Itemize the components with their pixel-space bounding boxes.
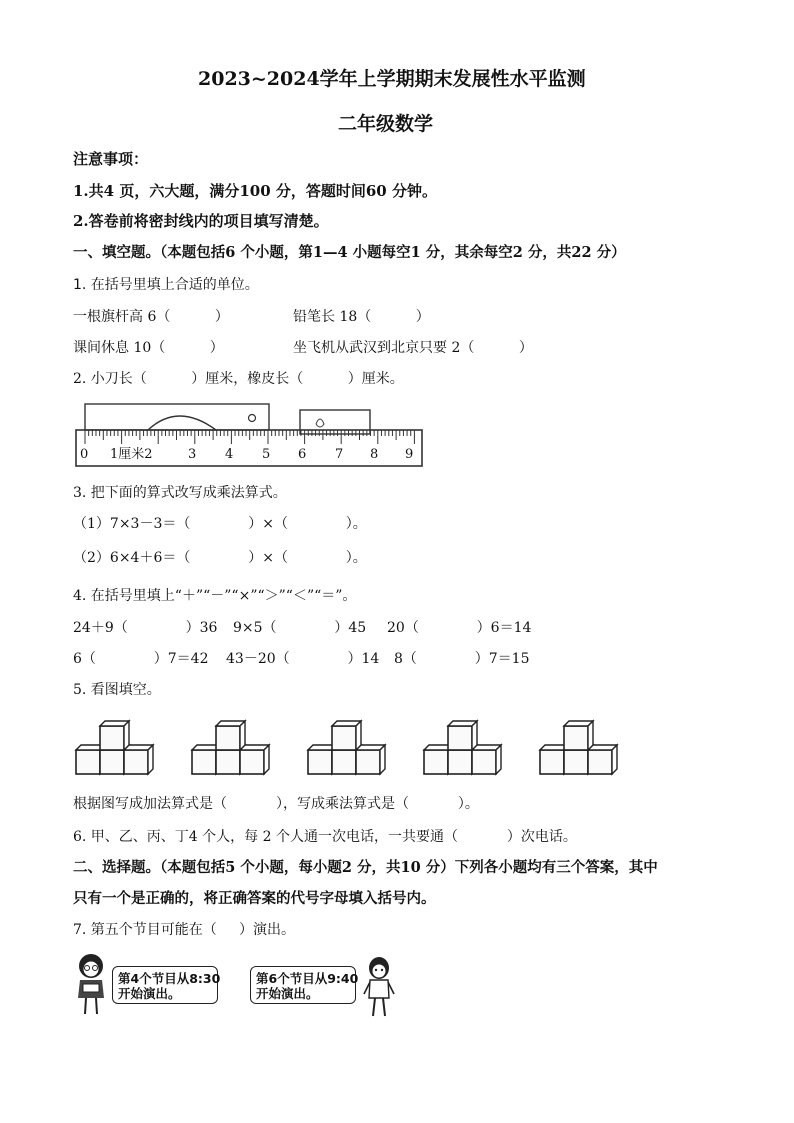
ruler-label-3: 3 (188, 447, 197, 462)
page-subtitle: 二年级数学 (338, 113, 434, 135)
q6-stem: 6. 甲、乙、丙、丁4 个人，每 2 个人通一次电话，一共要通（ ）次电话。 (73, 829, 577, 845)
notice-item-1: 1.共4 页，六大题，满分100 分，答题时间60 分钟。 (73, 182, 437, 200)
girl-figure (70, 952, 112, 1018)
q5-answer: 根据图写成加法算式是（ ），写成乘法算式是（ ）。 (73, 796, 479, 812)
notice-item-2: 2.答卷前将密封线内的项目填写清楚。 (73, 212, 329, 230)
q7-stem: 7. 第五个节目可能在（ ）演出。 (73, 922, 296, 938)
notice-heading: 注意事项： (73, 150, 149, 168)
q2-stem: 2. 小刀长（ ）厘米，橡皮长（ ）厘米。 (73, 371, 404, 387)
cube-figures (76, 716, 616, 780)
q3-item-2: （2）6×4＋6＝（ ）×（ ）。 (73, 550, 367, 566)
q1-item-d: 坐飞机从武汉到北京只要 2（ ） (293, 340, 533, 356)
cube-group (192, 721, 269, 774)
ruler-label-8: 8 (370, 447, 379, 462)
q5-stem: 5. 看图填空。 (73, 682, 161, 698)
q3-item-1: （1）7×3－3＝（ ）×（ ）。 (73, 516, 367, 532)
q4-r1-a: 24＋9（ ）36 (73, 620, 218, 636)
q4-stem: 4. 在括号里填上“＋”“－”“×”“＞”“＜”“＝”。 (73, 588, 357, 604)
cube-group (540, 721, 617, 774)
ruler-label-7: 7 (335, 447, 344, 462)
q1-item-c: 课间休息 10（ ） (73, 340, 224, 356)
ruler-label-6: 6 (298, 447, 307, 462)
cube-group (76, 721, 153, 774)
q4-r2-b: 43－20（ ）14 (226, 651, 380, 667)
ruler-label-5: 5 (262, 447, 271, 462)
q1-item-a: 一根旗杆高 6（ ） (73, 309, 229, 325)
q4-r2-a: 6（ ）7＝42 (73, 651, 209, 667)
ruler-label-4: 4 (225, 447, 234, 462)
page-title: 2023~2024学年上学期期末发展性水平监测 (198, 68, 586, 90)
bubble2-line2: 开始演出。 (256, 986, 319, 1001)
section2-heading-line1: 二、选择题。（本题包括5 个小题，每小题2 分，共10 分）下列各小题均有三个答案，其中 (73, 859, 658, 876)
ruler-label-9: 9 (405, 447, 414, 462)
cube-group (308, 721, 385, 774)
q4-r1-c: 20（ ）6＝14 (387, 620, 532, 636)
q1-item-b: 铅笔长 18（ ） (293, 309, 430, 325)
q4-r2-c: 8（ ）7＝15 (394, 651, 530, 667)
section2-heading-line2: 只有一个是正确的，将正确答案的代号字母填入括号内。 (73, 890, 436, 907)
section1-heading: 一、填空题。（本题包括6 个小题，第1—4 小题每空1 分，其余每空2 分，共22 分） (73, 244, 626, 261)
q4-r1-b: 9×5（ ）45 (233, 620, 367, 636)
cube-group (424, 721, 501, 774)
ruler-label-1: 1厘米2 (110, 447, 153, 462)
boy-figure (362, 956, 396, 1018)
ruler-label-0: 0 (80, 447, 89, 462)
q3-stem: 3. 把下面的算式改写成乘法算式。 (73, 485, 287, 501)
bubble1-line2: 开始演出。 (118, 986, 181, 1001)
bubble2-line1: 第6个节目从9:40 (256, 971, 359, 986)
q1-stem: 1. 在括号里填上合适的单位。 (73, 277, 259, 293)
bubble1-line1: 第4个节目从8:30 (118, 971, 221, 986)
